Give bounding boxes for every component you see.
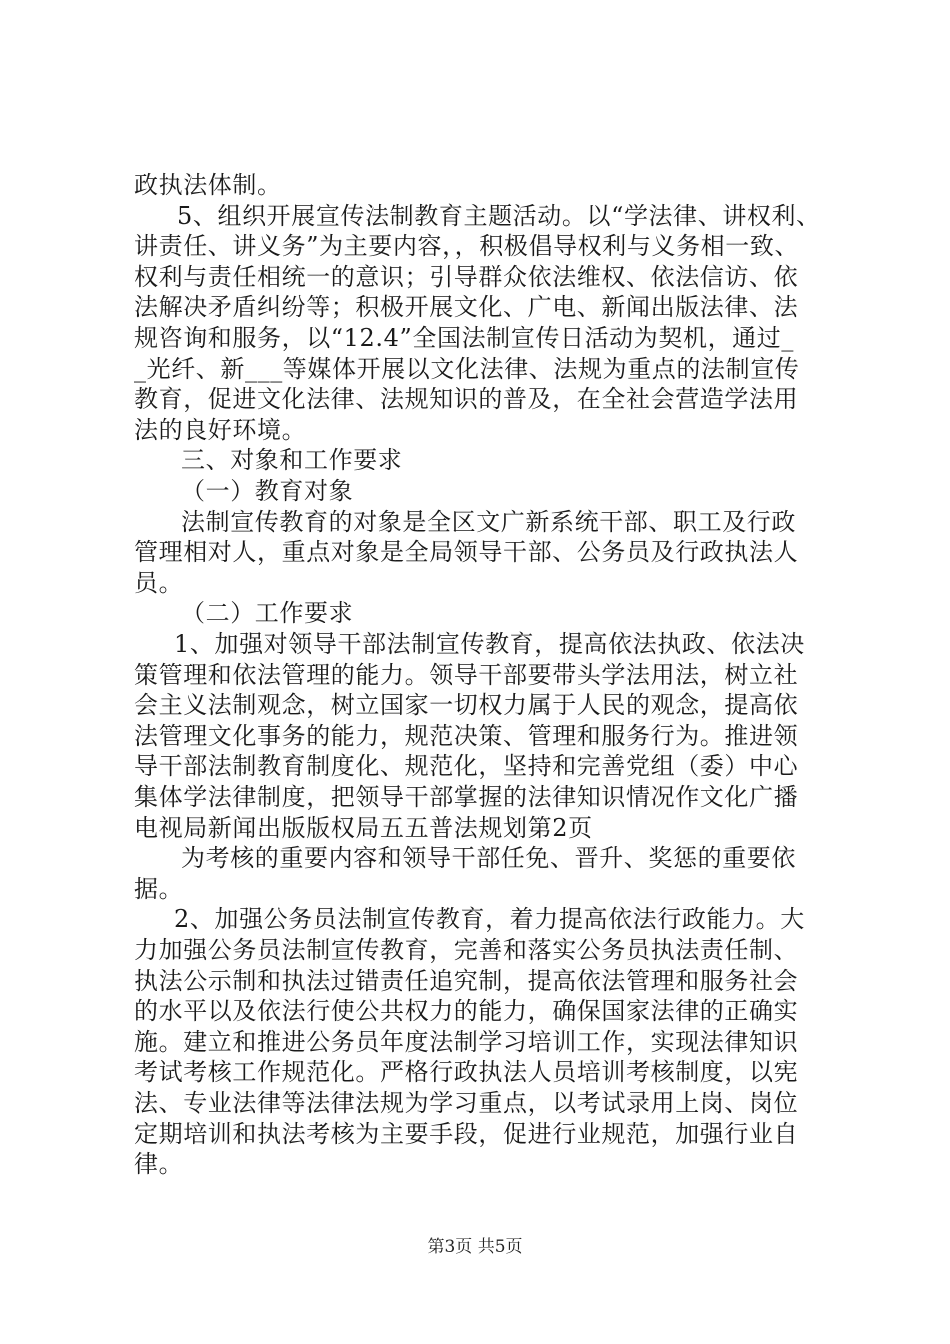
text-line: _光纤、新___等媒体开展以文化法律、法规为重点的法制宣传 — [134, 354, 800, 383]
text-line: 会主义法制观念，树立国家一切权力属于人民的观念，提高依 — [134, 691, 799, 720]
text-line: 据。 — [134, 874, 184, 903]
text-line: 讲责任、讲义务”为主要内容，，积极倡导权利与义务相一致、 — [134, 232, 800, 261]
subsection-heading: （二）工作要求 — [181, 599, 354, 628]
text-line: 导干部法制教育制度化、规范化，坚持和完善党组（委）中心 — [134, 752, 799, 781]
subsection-heading: （一）教育对象 — [181, 477, 354, 505]
text-line: 5、组织开展宣传法制教育主题活动。以“学法律、讲权利、 — [177, 201, 821, 230]
text-line: 1、加强对领导干部法制宣传教育，提高依法执政、依法决 — [174, 630, 805, 658]
text-line: 执法公示制和执法过错责任追究制，提高依法管理和服务社会 — [134, 966, 799, 995]
text-line: 法制宣传教育的对象是全区文广新系统干部、职工及行政 — [181, 507, 796, 536]
text-line: 的水平以及依法行使公共权力的能力，确保国家法律的正确实 — [134, 997, 799, 1026]
text-line: 为考核的重要内容和领导干部任免、晋升、奖惩的重要依 — [181, 844, 796, 873]
text-line: 权利与责任相统一的意识；引导群众依法维权、依法信访、依 — [134, 262, 799, 291]
page-footer: 第3页 共5页 — [427, 1237, 523, 1257]
text-line: 法的良好环境。 — [134, 415, 307, 444]
text-line: 电视局新闻出版版权局五五普法规划第2页 — [134, 813, 593, 842]
text-line: 法管理文化事务的能力，规范决策、管理和服务行为。推进领 — [134, 721, 799, 750]
text-line: 员。 — [134, 568, 184, 597]
text-line: 考试考核工作规范化。严格行政执法人员培训考核制度，以宪 — [134, 1058, 799, 1087]
text-line: 法解决矛盾纠纷等；积极开展文化、广电、新闻出版法律、法 — [134, 293, 799, 322]
text-line: 律。 — [134, 1150, 184, 1179]
text-line: 定期培训和执法考核为主要手段，促进行业规范，加强行业自 — [134, 1119, 799, 1148]
section-heading: 三、对象和工作要求 — [181, 446, 403, 475]
text-line: 力加强公务员法制宣传教育，完善和落实公务员执法责任制、 — [134, 936, 799, 964]
text-line: 策管理和依法管理的能力。领导干部要带头学法用法，树立社 — [134, 660, 799, 689]
text-line: 政执法体制。 — [134, 171, 282, 199]
text-line: 教育，促进文化法律、法规知识的普及，在全社会营造学法用 — [134, 385, 799, 414]
text-line: 规咨询和服务，以“12.4”全国法制宣传日活动为契机，通过_ — [134, 324, 794, 352]
text-line: 2、加强公务员法制宣传教育，着力提高依法行政能力。大 — [174, 905, 805, 934]
text-line: 集体学法律制度，把领导干部掌握的法律知识情况作文化广播 — [134, 783, 799, 811]
text-line: 管理相对人，重点对象是全局领导干部、公务员及行政执法人 — [134, 538, 799, 567]
text-line: 施。建立和推进公务员年度法制学习培训工作，实现法律知识 — [134, 1027, 799, 1056]
text-line: 法、专业法律等法律法规为学习重点，以考试录用上岗、岗位 — [134, 1089, 799, 1117]
